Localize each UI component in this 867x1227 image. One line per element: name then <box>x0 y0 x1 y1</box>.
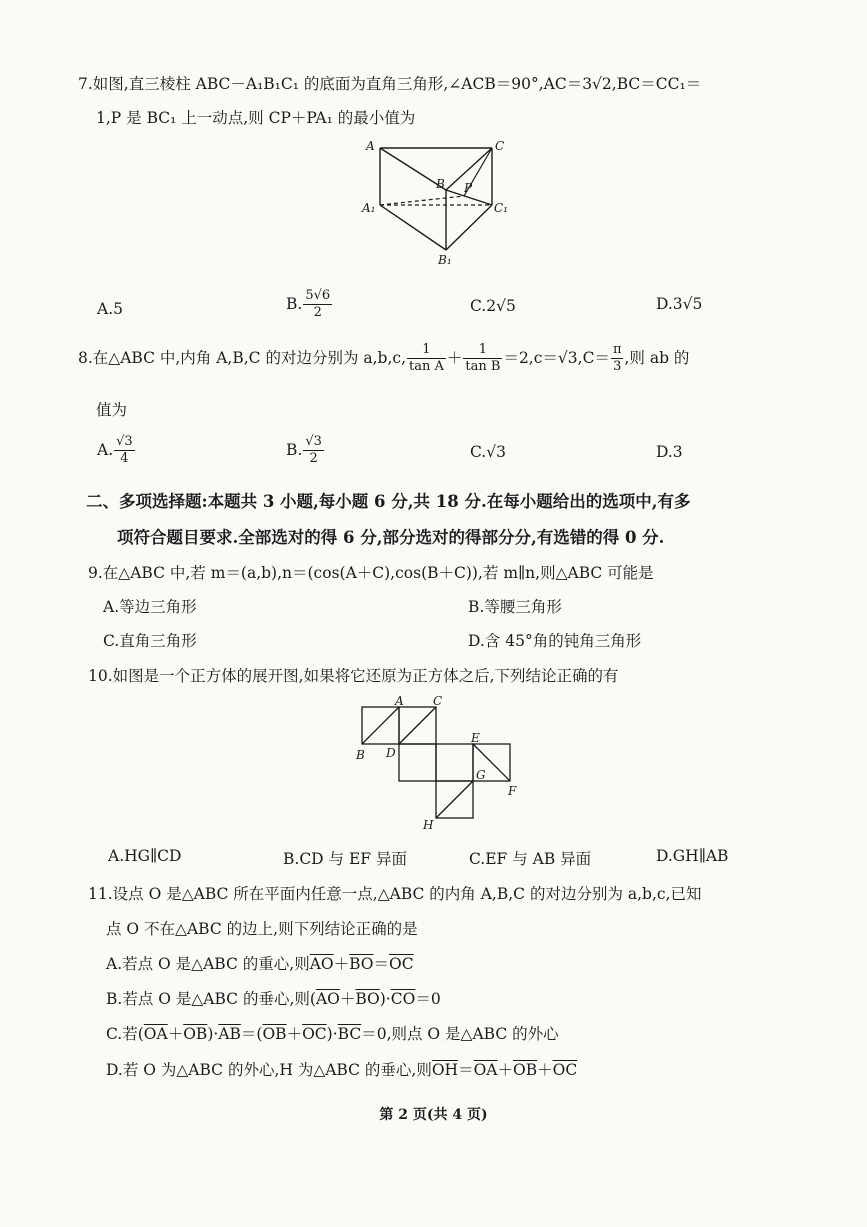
q11-option-c-op2: )· <box>207 1025 219 1043</box>
q9-option-c: C.直角三角形 <box>103 632 197 650</box>
q7-option-d: D.3√5 <box>656 295 703 313</box>
q11-option-c <box>106 1022 559 1044</box>
q11-option-b <box>106 987 441 1009</box>
q10-option-a: A.HG∥CD <box>108 847 182 865</box>
q7-label-a1: A₁ <box>362 201 376 215</box>
q7-label-c1: C₁ <box>494 201 508 215</box>
q7-option-b-prefix: B. <box>286 294 303 313</box>
q11-option-b-op1: ＋ <box>339 990 356 1008</box>
q10-label-a: A <box>395 694 404 708</box>
q11-option-b-vec3: $\overline{CO}$ <box>390 990 416 1008</box>
q10-label-f: F <box>508 784 517 798</box>
q8-option-b <box>286 434 325 468</box>
q11-option-b-vec1: $\overline{AO}$ <box>315 990 340 1008</box>
q8-frac3-num: π <box>611 342 624 359</box>
q11-option-c-vec6: $\overline{BC}$ <box>337 1025 362 1043</box>
q8-option-b-den: 2 <box>309 451 318 467</box>
q7-option-b-fraction <box>303 288 332 322</box>
q8-frac2-num: 1 <box>463 342 502 359</box>
q10-label-c: C <box>433 694 443 708</box>
q9-option-d: D.含 45°角的钝角三角形 <box>468 632 642 650</box>
q11-option-c-tail: ＝0,则点 O 是△ABC 的外心 <box>361 1025 559 1043</box>
q7-label-b: B <box>436 177 445 191</box>
q8-option-b-prefix: B. <box>286 440 303 459</box>
q7-option-b-num: 5√6 <box>303 288 332 305</box>
q7-option-a: A.5 <box>97 300 123 318</box>
q11-option-a-text: A.若点 O 是△ABC 的重心,则 <box>106 955 310 973</box>
q11-option-d-op3: ＋ <box>537 1061 553 1079</box>
q8-option-a-num: √3 <box>114 434 135 451</box>
q7-stem-line1: 7.如图,直三棱柱 ABC－A₁B₁C₁ 的底面为直角三角形,∠ACB＝90°,AC＝3√2,BC＝CC₁＝ <box>78 75 702 93</box>
q7-label-p: P <box>464 181 473 195</box>
q7-label-b1: B₁ <box>438 253 452 267</box>
q11-option-a-op1: ＋ <box>333 955 350 973</box>
q11-option-d-vec1: $\overline{OH}$ <box>431 1061 459 1079</box>
q8-option-d: D.3 <box>656 443 683 461</box>
q11-option-c-vec3: $\overline{AB}$ <box>218 1025 241 1043</box>
section2-heading-line2: 项符合题目要求.全部选对的得 6 分,部分选对的得部分分,有选错的得 0 分. <box>117 528 665 547</box>
q11-option-d <box>106 1058 577 1080</box>
q11-option-d-op2: ＋ <box>497 1061 513 1079</box>
q11-option-a-vec2: $\overline{BO}$ <box>349 955 374 973</box>
q8-option-a-prefix: A. <box>97 440 114 459</box>
q11-option-d-vec3: $\overline{OB}$ <box>513 1061 538 1079</box>
q11-option-c-vec4: $\overline{OB}$ <box>262 1025 287 1043</box>
q11-option-d-vec2: $\overline{OA}$ <box>473 1061 498 1079</box>
q8-stem-line2: 值为 <box>96 401 128 419</box>
q11-option-a-vec3: $\overline{OC}$ <box>389 955 414 973</box>
q8-frac-tan-a <box>407 342 446 376</box>
q10-cube-net-figure <box>350 695 530 835</box>
q7-option-c: C.2√5 <box>470 297 516 315</box>
q11-option-b-tail: ＝0 <box>415 990 441 1008</box>
q8-frac1-num: 1 <box>407 342 446 359</box>
q8-stem-part3: ,则 ab 的 <box>624 348 690 367</box>
q11-option-c-op1: ＋ <box>167 1025 184 1043</box>
q10-label-e: E <box>471 731 480 745</box>
section2-heading-line1: 二、多项选择题:本题共 3 小题,每小题 6 分,共 18 分.在每小题给出的选项中,有多 <box>86 492 691 511</box>
q8-option-a <box>97 434 136 468</box>
q11-option-d-vec4: $\overline{OC}$ <box>552 1061 578 1079</box>
q11-option-a-op2: ＝ <box>373 955 390 973</box>
q11-option-b-op2: )· <box>379 990 391 1008</box>
q11-stem-line2: 点 O 不在△ABC 的边上,则下列结论正确的是 <box>106 920 418 938</box>
q7-option-b <box>286 288 333 322</box>
q8-frac-tan-b <box>463 342 502 376</box>
q9-stem: 9.在△ABC 中,若 m＝(a,b),n＝(cos(A＋C),cos(B＋C)),若 m∥n,则△ABC 可能是 <box>88 564 654 582</box>
q11-option-c-op5: )· <box>326 1025 338 1043</box>
q11-option-c-text: C.若( <box>106 1025 144 1043</box>
q8-plus: ＋ <box>446 348 463 367</box>
q8-stem-part1: 8.在△ABC 中,内角 A,B,C 的对边分别为 a,b,c, <box>78 348 406 367</box>
q10-label-d: D <box>386 746 396 760</box>
q10-option-d: D.GH∥AB <box>656 847 729 865</box>
q11-stem-line1: 11.设点 O 是△ABC 所在平面内任意一点,△ABC 的内角 A,B,C 的对边分别为 a,b,c,已知 <box>88 885 702 903</box>
q7-stem-line2: 1,P 是 BC₁ 上一动点,则 CP＋PA₁ 的最小值为 <box>96 109 416 127</box>
q11-option-b-vec2: $\overline{BO}$ <box>355 990 380 1008</box>
q10-label-h: H <box>423 818 434 832</box>
q11-option-a-vec1: $\overline{AO}$ <box>309 955 334 973</box>
q8-stem-line1 <box>78 342 689 376</box>
q10-stem: 10.如图是一个正方体的展开图,如果将它还原为正方体之后,下列结论正确的有 <box>88 667 619 685</box>
q8-frac1-den: tan A <box>409 359 444 375</box>
q7-label-c: C <box>495 139 505 153</box>
page-footer: 第 2 页(共 4 页) <box>379 1107 488 1123</box>
q9-option-b: B.等腰三角形 <box>468 598 562 616</box>
q11-option-d-op1: ＝ <box>458 1061 474 1079</box>
q8-option-c: C.√3 <box>470 443 506 461</box>
q8-option-a-fraction <box>114 434 135 468</box>
q11-option-c-vec5: $\overline{OC}$ <box>302 1025 327 1043</box>
q11-option-b-text: B.若点 O 是△ABC 的垂心,则( <box>106 990 316 1008</box>
q8-frac-pi3 <box>611 342 624 376</box>
q7-label-a: A <box>366 139 375 153</box>
q11-option-c-op4: ＋ <box>286 1025 303 1043</box>
q11-option-c-op3: ＝( <box>240 1025 263 1043</box>
q8-option-a-den: 4 <box>120 451 129 467</box>
q8-frac2-den: tan B <box>465 359 501 375</box>
q8-stem-part2: ＝2,c＝√3,C＝ <box>503 348 610 367</box>
q8-frac3-den: 3 <box>613 359 622 375</box>
q9-option-a: A.等边三角形 <box>103 598 197 616</box>
q10-label-b: B <box>356 748 365 762</box>
q8-option-b-fraction <box>303 434 324 468</box>
q11-option-a <box>106 952 414 974</box>
q10-option-b: B.CD 与 EF 异面 <box>283 850 407 868</box>
q7-option-b-den: 2 <box>313 305 322 321</box>
q7-prism-figure <box>360 138 520 268</box>
q8-option-b-num: √3 <box>303 434 324 451</box>
q11-option-c-vec2: $\overline{OB}$ <box>183 1025 208 1043</box>
q11-option-d-text: D.若 O 为△ABC 的外心,H 为△ABC 的垂心,则 <box>106 1061 432 1079</box>
q10-label-g: G <box>476 768 486 782</box>
q10-option-c: C.EF 与 AB 异面 <box>469 850 592 868</box>
q11-option-c-vec1: $\overline{OA}$ <box>143 1025 168 1043</box>
